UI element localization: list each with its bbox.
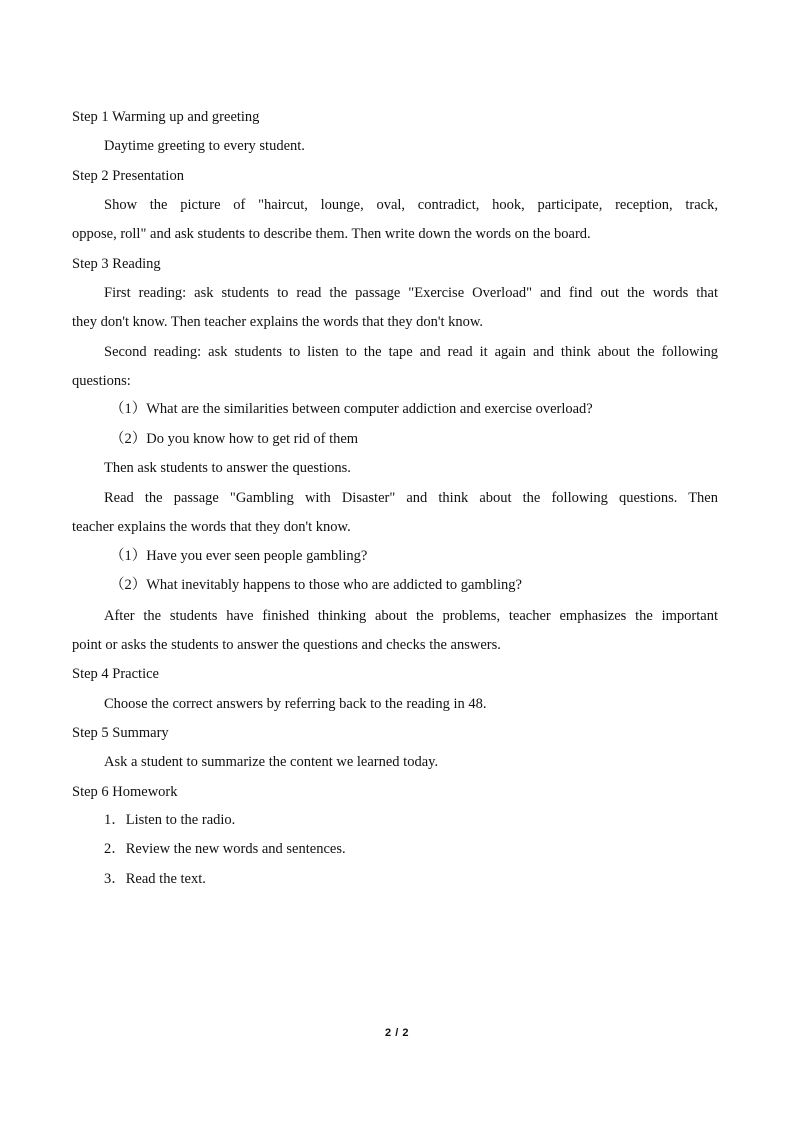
- step3-question-1: （1）What are the similarities between computer addiction and exercise overload?: [110, 401, 593, 417]
- step3-second-reading-line2: questions:: [72, 373, 131, 389]
- step1-text: Daytime greeting to every student.: [104, 138, 305, 154]
- step3-question-3: （1）Have you ever seen people gambling?: [110, 548, 368, 564]
- homework-item: 3．Read the text.: [104, 871, 206, 887]
- step4-heading: Step 4 Practice: [72, 666, 159, 682]
- step3-after-line2: point or asks the students to answer the questions and checks the answers.: [72, 637, 501, 653]
- step3-read-passage-line2: teacher explains the words that they don't know.: [72, 519, 351, 535]
- step2-paragraph-line2: oppose, roll" and ask students to describe them. Then write down the words on the board.: [72, 226, 591, 242]
- step3-question-4: （2）What inevitably happens to those who are addicted to gambling?: [110, 577, 522, 593]
- step5-text: Ask a student to summarize the content we learned today.: [104, 754, 439, 770]
- step2-heading: Step 2 Presentation: [72, 168, 184, 184]
- step1-heading: Step 1 Warming up and greeting: [72, 109, 260, 125]
- step2-paragraph-line1: Show the picture of "haircut, lounge, oval, contradict, hook, participate, reception, track,: [104, 197, 718, 213]
- step3-second-reading-line1: Second reading: ask students to listen to the tape and read it again and think about the following: [104, 344, 718, 360]
- homework-item: 1．Listen to the radio.: [104, 812, 236, 828]
- step6-heading: Step 6 Homework: [72, 784, 178, 800]
- step3-question-2: （2）Do you know how to get rid of them: [110, 431, 359, 447]
- page-number: 2 / 2: [385, 1027, 409, 1039]
- step3-first-reading-line1: First reading: ask students to read the passage "Exercise Overload" and find out the words that: [104, 285, 718, 301]
- step3-first-reading-line2: they don't know. Then teacher explains the words that they don't know.: [72, 314, 483, 330]
- step3-after-line1: After the students have finished thinking about the problems, teacher emphasizes the important: [104, 608, 718, 624]
- step3-heading: Step 3 Reading: [72, 256, 161, 272]
- step4-text: Choose the correct answers by referring back to the reading in 48.: [104, 696, 487, 712]
- step3-then-text: Then ask students to answer the questions.: [104, 460, 351, 476]
- step5-heading: Step 5 Summary: [72, 725, 169, 741]
- homework-item: 2．Review the new words and sentences.: [104, 841, 346, 857]
- step3-read-passage-line1: Read the passage "Gambling with Disaster" and think about the following questions. Then: [104, 490, 718, 506]
